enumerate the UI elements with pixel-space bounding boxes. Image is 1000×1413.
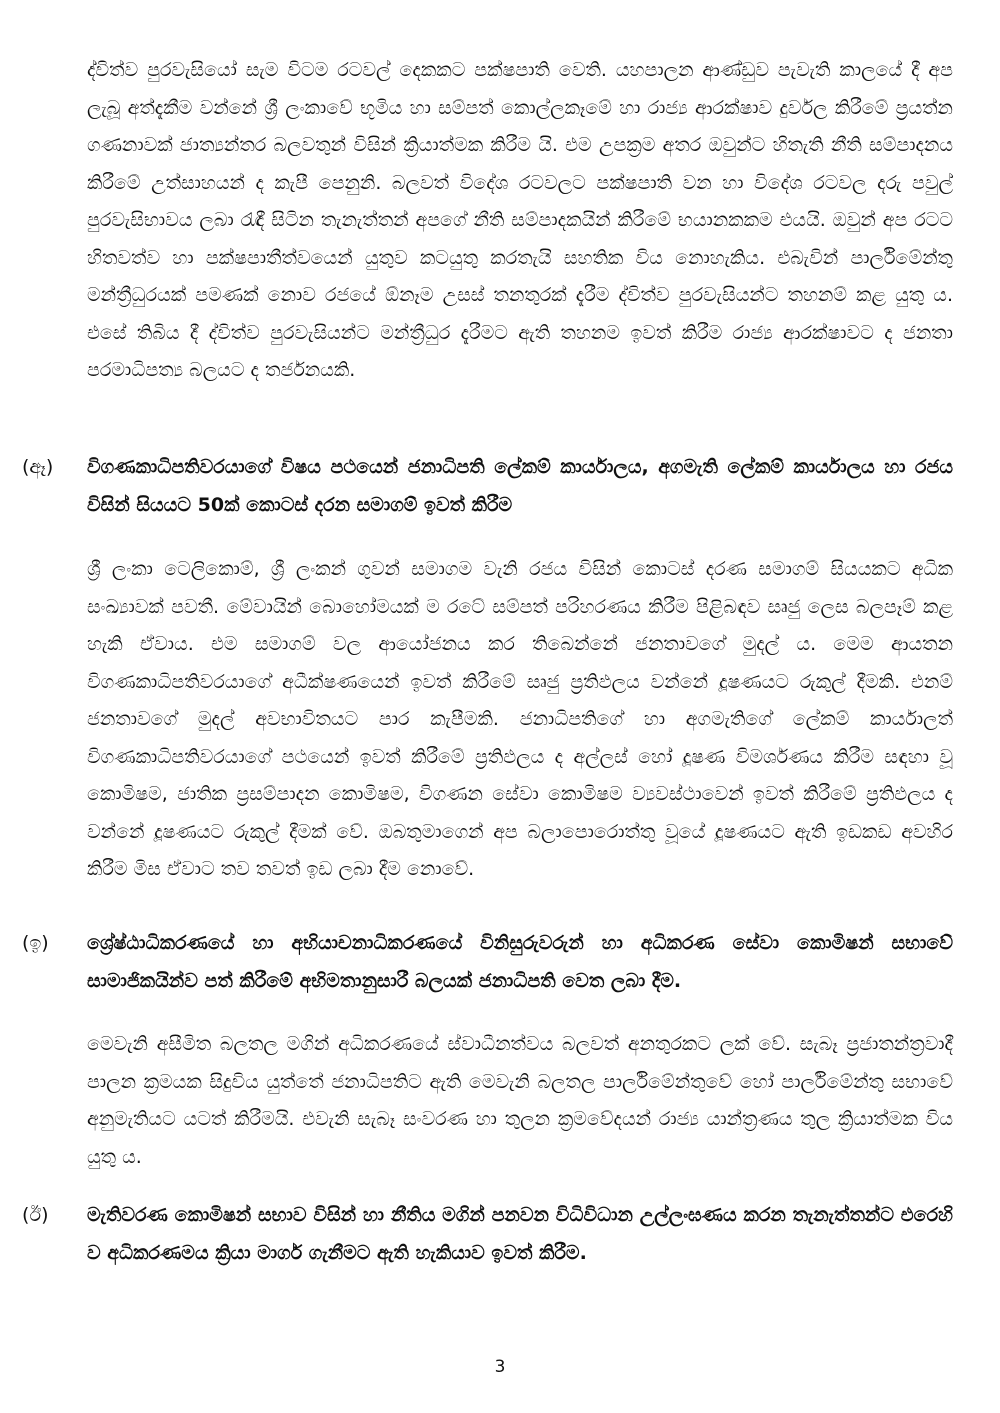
section-heading: විගණකාධිපතිවරයාගේ විෂය පථයෙන් ජනාධිපති ලේකම් කාර්යාලය, අගමැති ලේකම් කාර්යාලය හා රජය විසින් සියයට 50ක් කොටස් දරන සමාගම් ඉවත් කිරීම (87, 456, 953, 516)
body-paragraph: ශ්‍රී ලංකා ටෙලිකොම්, ශ්‍රී ලංකන් ගුවන් සමාගම වැනි රජය විසින් කොටස් දරණ සමාගම් සියයකට අධික සංඛ්‍යාවක් පවතී. මේවායින් බොහෝමයක් ම රටේ සම්පත් පරිහරණය කිරීම පිළිබඳව සෘජු ලෙස බලපෑම් කළ හැකි ඒවාය. එම සමාගම් වල ආයෝජනය කර තිබෙන්නේ ජනතාවගේ මුදල් ය. මෙම ආයතන විගණකාධිපතිවරයාගේ අධීක්ෂණයෙන් ඉවත් කිරීමේ සෘජු ප්‍රතිඵලය වන්නේ දූෂණයට රුකුල් දීමකි. එනම් ජනතාවගේ මුදල් අවභාවිතයට පාර කැපීමකි. ජනාධිපතිගේ හා අගමැතිගේ ලේකම් කාර්යාලත් විගණකාධිපතිවරයාගේ පථයෙන් ඉවත් කිරීමේ ප්‍රතිඵලය ද අල්ලස් හෝ දූෂණ විමර්ශණය කිරීම සඳහා වූ කොමිෂම, ජාතික ප්‍රසම්පාදන කොමිෂම, විගණන සේවා කොමිෂම ව්‍යවස්ථාවෙන් ඉවත් කිරීමේ ප්‍රතිඵලය ද වන්නේ දූෂණයට රුකුල් දීමක් වේ. ඔබතුමාගෙන් අප බලාපොරොත්තු වූයේ දූෂණයට ඇති ඉඩකඩ අවහිර කිරීම මිස ඒවාට තව තවත් ඉඩ ලබා දීම නොවේ. (87, 558, 953, 880)
section-heading: මැතිවරණ කොමිෂන් සභාව විසින් හා නීතිය මගින් පනවන විධිවිධාන උල්ලංඝණය කරන තැනැත්තන්ට එරෙහි ව අධිකරණමය ක්‍රියා මාර්ග ගැනීමට ඇති හැකියාව ඉවත් කිරීම. (87, 1204, 953, 1264)
section-marker: (ඊ) (22, 1204, 49, 1226)
page-number: 3 (494, 1357, 506, 1377)
section-marker: (ඉ) (22, 932, 49, 954)
body-paragraph: ද්විත්ව පුරවැසියෝ සැම විටම රටවල් දෙකකට පක්ෂපාති වෙති. යහපාලන ආණ්ඩුව පැවැති කාලයේ දී අප ලැබූ අත්දැකීම වන්නේ ශ්‍රී ලංකාවේ භූමිය හා සම්පත් කොල්ලකෑමේ හා රාජ්‍ය ආරක්ෂාව දුර්වල කිරීමේ ප්‍රයත්න ගණනාවක් ජාත්‍යන්තර බලවතුන් විසින් ක්‍රියාත්මක කිරීම යි. එම උපක්‍රම අතර ඔවුන්ට හිතැති නීති සම්පාදනය කිරීමේ උත්සාහයන් ද කැපී පෙනුනි. බලවත් විදේශ රටවලට පක්ෂපාති වන හා විදේශ රටවල දරු පවුල් පුරවැසිභාවය ලබා රැඳී සිටින තැනැත්තන් අපගේ නීති සම්පාදකයින් කිරීමේ භයානකකම එයයි. ඔවුන් අප රටට හිතවත්ව හා පක්ෂපාතීත්වයෙන් යුතුව කටයුතු කරතැයි සහතික විය නොහැකිය. එබැවින් පාර්ලිමේන්තු මන්ත්‍රීධුරයක් පමණක් නොව රජයේ ඕනෑම උසස් තනතුරක් දැරීම ද්විත්ව පුරවැසියන්ට තහනම් කළ යුතු ය. එසේ තිබිය දී ද්විත්ව පුරවැසියන්ට මන්ත්‍රීධුර දැරීමට ඇති තහනම ඉවත් කිරීම රාජ්‍ය ආරක්ෂාවට ද ජනතා පරමාධිපත්‍ය බලයට ද තර්ජනයකි. (87, 59, 953, 381)
section-marker: (ඈ) (22, 456, 54, 478)
section-heading: ශ්‍රේෂ්ඨාධිකරණයේ හා අභියාචනාධිකරණයේ විනිසුරුවරුන් හා අධිකරණ සේවා කොමිෂන් සභාවේ සාමාජිකයින්ව පත් කිරීමේ අභිමතානුසාරී බලයක් ජනාධිපති වෙත ලබා දීම. (87, 932, 953, 992)
body-paragraph: මෙවැනි අසීමිත බලතල මගින් අධිකරණයේ ස්වාධීනත්වය බලවත් අනතුරකට ලක් වේ. සැබෑ ප්‍රජාතන්ත්‍රවාදී පාලන ක්‍රමයක සිදුවිය යුත්තේ ජනාධිපතිට ඇති මෙවැනි බලතල පාර්ලිමේන්තුවේ හෝ පාර්ලිමේන්තු සභාවේ අනුමැතියට යටත් කිරීමයි. එවැනි සැබෑ සංවරණ හා තුලන ක්‍රමවේදයන් රාජ්‍ය යාන්ත්‍රණය තුල ක්‍රියාත්මක විය යුතු ය. (87, 1033, 953, 1168)
